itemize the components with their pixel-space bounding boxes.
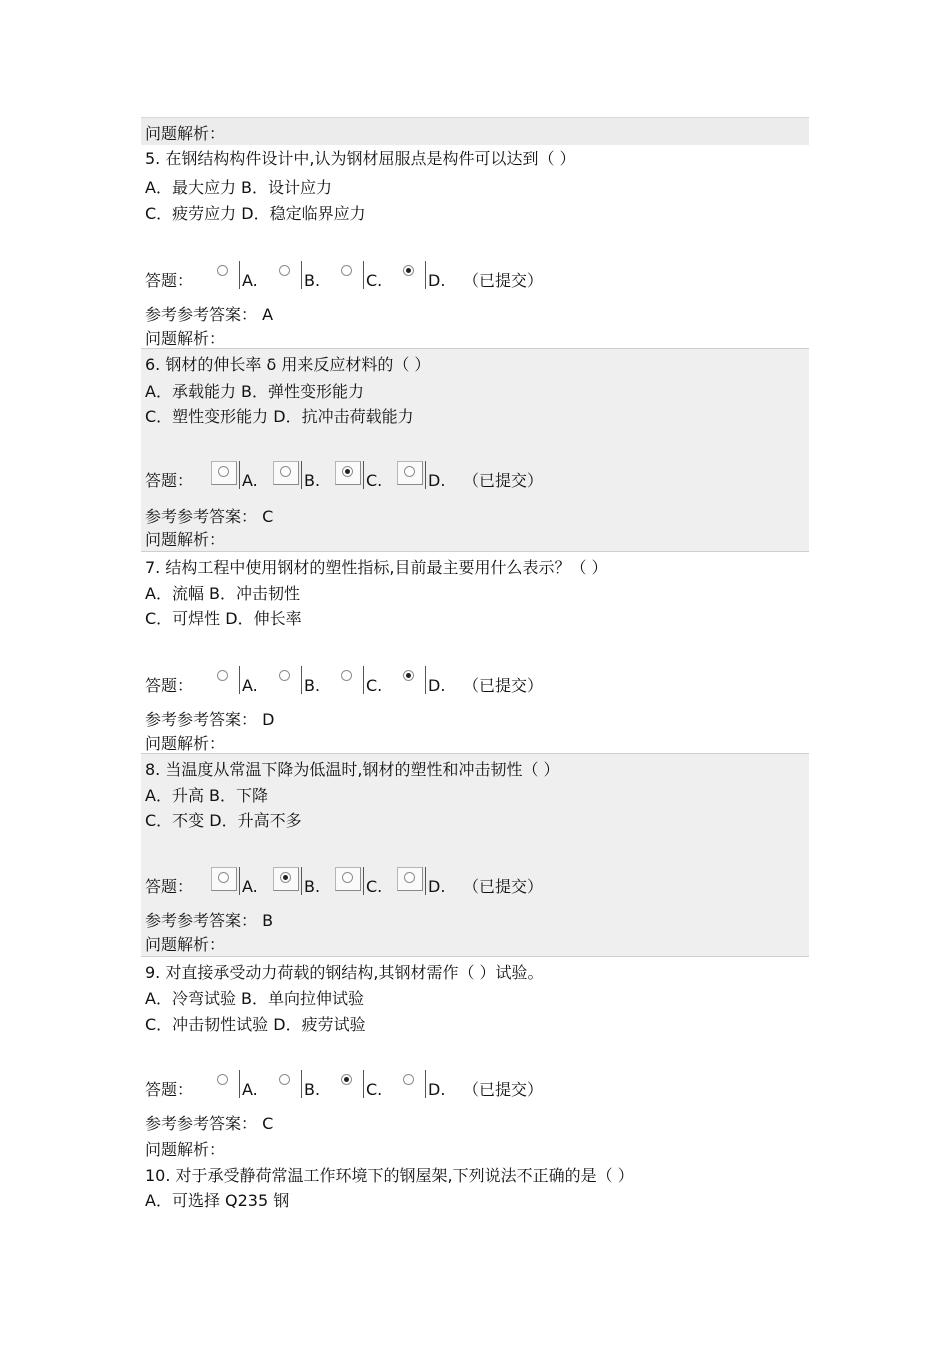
radio-d[interactable] [404, 872, 415, 883]
answer-row [145, 461, 745, 491]
radio-c[interactable] [341, 670, 352, 681]
submitted-status: （已提交） [463, 471, 544, 490]
analysis-label: 问题解析： [145, 935, 226, 954]
options-line-2: C．可焊性 D．伸长率 [145, 609, 302, 628]
option-d[interactable]: D. [397, 461, 459, 491]
analysis-label: 问题解析： [145, 1140, 226, 1159]
option-a[interactable]: A. [211, 261, 273, 291]
options-line-2: C．塑性变形能力 D．抗冲击荷载能力 [145, 407, 414, 426]
radio-b[interactable] [280, 466, 291, 477]
analysis-label: 问题解析： [145, 124, 226, 143]
option-c[interactable]: C. [335, 1070, 397, 1100]
option-b[interactable]: B. [273, 461, 335, 491]
radio-d[interactable] [403, 1074, 414, 1085]
radio-a[interactable] [217, 670, 228, 681]
option-a[interactable]: A. [211, 1070, 273, 1100]
question-list [141, 117, 809, 1211]
option-c[interactable]: C. [335, 867, 397, 897]
option-c[interactable]: C. [335, 666, 397, 696]
option-b[interactable]: B. [273, 1070, 335, 1100]
answer-row [145, 1070, 745, 1100]
submitted-status: （已提交） [463, 271, 544, 290]
option-a[interactable]: A. [211, 461, 273, 491]
radio-a[interactable] [218, 872, 229, 883]
option-a[interactable]: A. [211, 867, 273, 897]
reference-answer: 参考参考答案： D [145, 710, 275, 729]
question-stem: 7. 结构工程中使用钢材的塑性指标,目前最主要用什么表示？（ ） [145, 558, 608, 577]
radio-c[interactable] [342, 872, 353, 883]
radio-a[interactable] [217, 265, 228, 276]
reference-answer: 参考参考答案： C [145, 1114, 274, 1133]
answer-label: 答题： [145, 676, 194, 695]
analysis-label: 问题解析： [145, 530, 226, 549]
answer-row [145, 261, 745, 291]
question-10-option-a: A．可选择 Q235 钢 [145, 1191, 290, 1210]
radio-b[interactable] [279, 265, 290, 276]
options-line-1: A．升高 B．下降 [145, 786, 269, 805]
options-line-2: C．疲劳应力 D．稳定临界应力 [145, 204, 366, 223]
reference-answer: 参考参考答案： B [145, 911, 274, 930]
options-line-1: A．流幅 B．冲击韧性 [145, 584, 301, 603]
options-line-1: A．承载能力 B．弹性变形能力 [145, 382, 365, 401]
option-a[interactable]: A. [211, 666, 273, 696]
question-6 [141, 349, 809, 551]
reference-answer: 参考参考答案： A [145, 305, 274, 324]
submitted-status: （已提交） [463, 877, 544, 896]
radio-c-checked[interactable] [341, 1074, 352, 1085]
option-d[interactable]: D. [397, 261, 459, 291]
radio-b[interactable] [279, 670, 290, 681]
options-line-1: A．最大应力 B．设计应力 [145, 178, 333, 197]
options-line-2: C．不变 D．升高不多 [145, 811, 302, 830]
option-b[interactable]: B. [273, 867, 335, 897]
radio-b-checked[interactable] [280, 872, 291, 883]
question-stem: 9. 对直接承受动力荷载的钢结构,其钢材需作（ ）试验。 [145, 963, 544, 982]
option-c[interactable]: C. [335, 261, 397, 291]
submitted-status: （已提交） [463, 676, 544, 695]
question-8 [141, 754, 809, 956]
question-stem: 5. 在钢结构构件设计中,认为钢材屈服点是构件可以达到（ ） [145, 149, 576, 168]
options-line-1: A．冷弯试验 B．单向拉伸试验 [145, 989, 365, 1008]
answer-label: 答题： [145, 271, 194, 290]
option-b[interactable]: B. [273, 261, 335, 291]
question-stem: 6. 钢材的伸长率 δ 用来反应材料的（ ） [145, 355, 431, 374]
radio-d[interactable] [404, 466, 415, 477]
answer-label: 答题： [145, 471, 194, 490]
radio-c-checked[interactable] [342, 466, 353, 477]
question-stem: 8. 当温度从常温下降为低温时,钢材的塑性和冲击韧性（ ） [145, 760, 560, 779]
radio-a[interactable] [218, 466, 229, 477]
reference-answer: 参考参考答案： C [145, 507, 274, 526]
option-d[interactable]: D. [397, 867, 459, 897]
option-b[interactable]: B. [273, 666, 335, 696]
question-9 [141, 957, 809, 1211]
answer-row [145, 867, 745, 897]
radio-b[interactable] [279, 1074, 290, 1085]
answer-row [145, 666, 745, 696]
question-5 [141, 145, 809, 349]
question-7 [141, 552, 809, 753]
question-10-stem: 10. 对于承受静荷常温工作环境下的钢屋架,下列说法不正确的是（ ） [145, 1166, 634, 1185]
option-d[interactable]: D. [397, 1070, 459, 1100]
radio-a[interactable] [217, 1074, 228, 1085]
analysis-label: 问题解析： [145, 329, 226, 348]
option-c[interactable]: C. [335, 461, 397, 491]
radio-c[interactable] [341, 265, 352, 276]
radio-d-checked[interactable] [403, 265, 414, 276]
analysis-label: 问题解析： [145, 734, 226, 753]
radio-d-checked[interactable] [403, 670, 414, 681]
answer-label: 答题： [145, 877, 194, 896]
submitted-status: （已提交） [463, 1080, 544, 1099]
option-d[interactable]: D. [397, 666, 459, 696]
top-analysis-bar [141, 117, 809, 145]
answer-label: 答题： [145, 1080, 194, 1099]
options-line-2: C．冲击韧性试验 D．疲劳试验 [145, 1015, 366, 1034]
